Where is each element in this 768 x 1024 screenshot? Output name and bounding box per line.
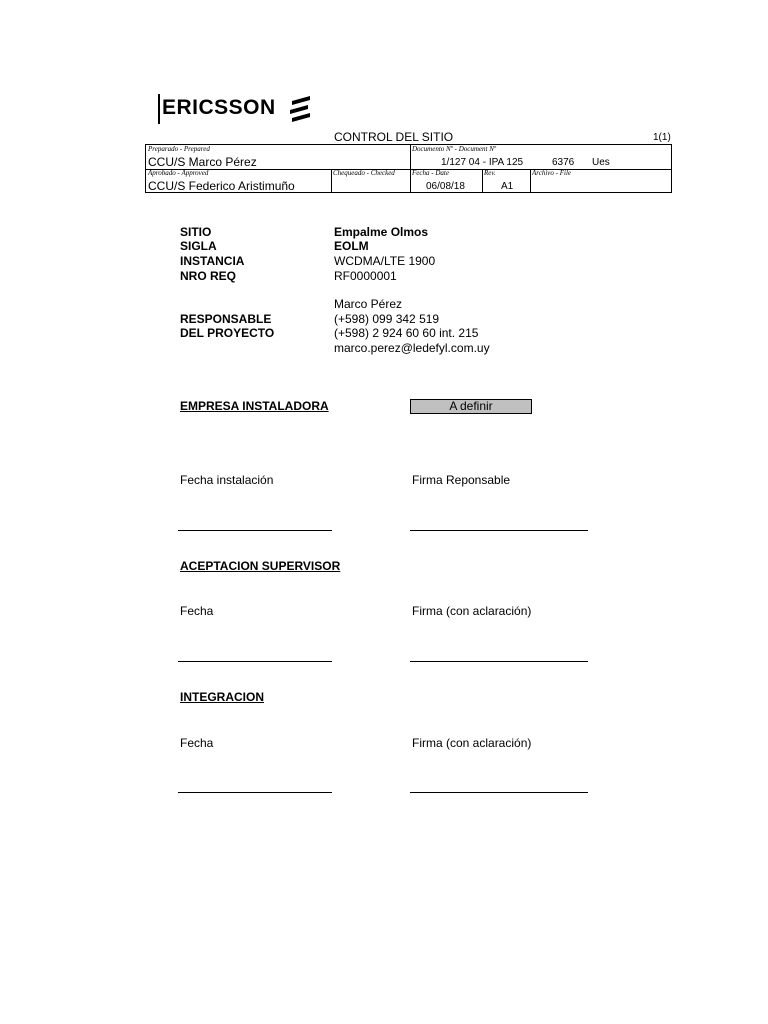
nroreq-label: NRO REQ — [180, 269, 237, 283]
sigla-value: EOLM — [334, 239, 369, 253]
header-table — [145, 144, 672, 193]
aceptacion-heading: ACEPTACION SUPERVISOR — [180, 559, 341, 573]
document-suffix: Ues — [592, 157, 610, 168]
del-proyecto-label: DEL PROYECTO — [180, 326, 275, 340]
instancia-value: WCDMA/LTE 1900 — [334, 254, 436, 268]
integracion-heading: INTEGRACION — [180, 690, 264, 704]
date-value: 06/08/18 — [426, 181, 465, 192]
sigla-label: SIGLA — [180, 239, 217, 253]
responsable-phone-office: (+598) 2 924 60 60 int. 215 — [334, 326, 479, 340]
prepared-caption: Preparado - Prepared — [148, 145, 210, 153]
firma-responsable-label: Firma Reponsable — [412, 473, 511, 487]
document-code: 6376 — [552, 157, 575, 168]
responsable-name: Marco Pérez — [334, 297, 403, 311]
document-number: 1/127 04 - IPA 125 — [441, 157, 524, 168]
rev-caption: Rev. — [484, 169, 496, 177]
empresa-heading: EMPRESA INSTALADORA — [180, 399, 329, 413]
company-logo-text: ERICSSON — [162, 96, 276, 119]
prepared-value: CCU/S Marco Pérez — [148, 155, 257, 169]
aceptacion-fecha-label: Fecha — [180, 604, 214, 618]
sitio-value: Empalme Olmos — [334, 225, 429, 239]
responsable-phone-mobile: (+598) 099 342 519 — [334, 312, 440, 326]
document-title: CONTROL DEL SITIO — [334, 130, 454, 144]
logo-divider — [158, 94, 160, 124]
firma-responsable-line — [410, 530, 588, 531]
empresa-value-field: A definir — [410, 399, 532, 414]
integracion-firma-line — [410, 792, 588, 793]
aceptacion-firma-label: Firma (con aclaración) — [412, 604, 532, 618]
approved-value: CCU/S Federico Aristimuño — [148, 179, 295, 193]
rev-value: A1 — [501, 181, 514, 192]
file-caption: Archivo - File — [532, 169, 572, 177]
responsable-label: RESPONSABLE — [180, 312, 272, 326]
integracion-firma-label: Firma (con aclaración) — [412, 736, 532, 750]
fecha-instalacion-label: Fecha instalación — [180, 473, 274, 487]
ericsson-logo-icon — [288, 96, 312, 122]
date-caption: Fecha - Date — [412, 169, 449, 177]
aceptacion-firma-line — [410, 661, 588, 662]
page-number: 1(1) — [653, 132, 671, 143]
integracion-fecha-label: Fecha — [180, 736, 214, 750]
nroreq-value: RF0000001 — [334, 269, 397, 283]
sitio-label: SITIO — [180, 225, 212, 239]
checked-caption: Chequeado - Checked — [333, 169, 395, 177]
responsable-email: marco.perez@ledefyl.com.uy — [334, 341, 490, 355]
instancia-label: INSTANCIA — [180, 254, 245, 268]
approved-caption: Aprobado - Approved — [148, 169, 209, 177]
aceptacion-fecha-line — [178, 661, 332, 662]
integracion-fecha-line — [178, 792, 332, 793]
document-caption: Documento Nº - Document Nº — [412, 145, 497, 153]
fecha-instalacion-line — [178, 530, 332, 531]
